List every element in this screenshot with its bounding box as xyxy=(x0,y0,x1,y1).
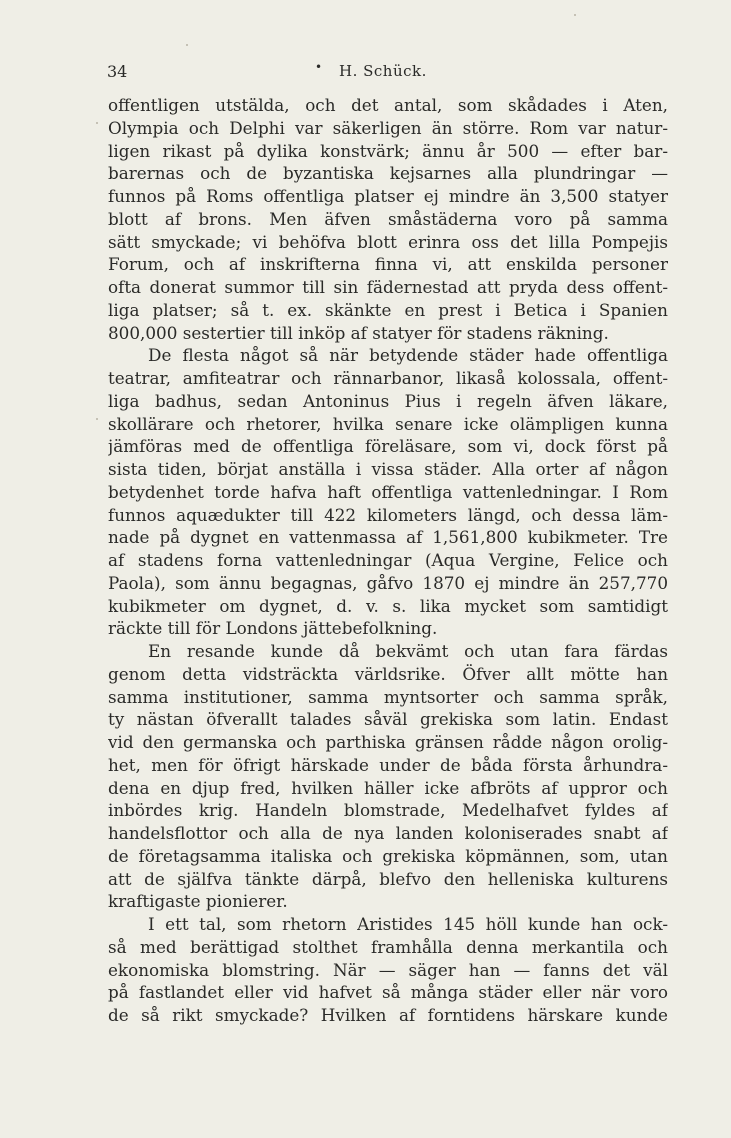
text-line: ty nästan öfverallt talades såväl grekiska som latin. Endast xyxy=(108,709,668,730)
body-text xyxy=(108,94,668,1027)
text-line: vid den germanska och parthiska gränsen rådde någon orolig- xyxy=(108,732,668,752)
text-line: De flesta något så när betydende städer hade offentliga xyxy=(148,345,668,366)
text-line: Paola), som ännu begagnas, gåfvo 1870 ej mindre än 257,770 xyxy=(108,572,668,593)
text-line: het, men för öfrigt härskade under de båda första århundra- xyxy=(108,754,668,775)
text-line: nade på dygnet en vattenmassa af 1,561,800 kubikmeter. Tre xyxy=(108,527,668,548)
text-line: Olympia och Delphi var säkerligen än större. Rom var natur- xyxy=(108,117,668,138)
text-line: genom detta vidsträckta världsrike. Öfver allt mötte han xyxy=(108,663,668,684)
text-line: betydenhet torde hafva haft offentliga vattenledningar. I Rom xyxy=(108,481,668,502)
text-line: blott af brons. Men äfven småstäderna voro på samma xyxy=(108,208,668,229)
page-header xyxy=(107,62,667,86)
text-line: Forum, och af inskrifterna finna vi, att enskilda personer xyxy=(108,254,668,275)
text-line: dena en djup fred, hvilken häller icke afbröts af uppror och xyxy=(108,777,668,798)
paper-speck xyxy=(574,14,576,16)
text-line: barernas och de byzantiska kejsarnes alla plundringar — xyxy=(108,163,668,184)
page-number: 34 xyxy=(107,62,128,81)
text-line: liga platser; så t. ex. skänkte en prest i Betica i Spanien xyxy=(108,299,668,320)
text-line: samma institutioner, samma myntsorter och samma språk, xyxy=(108,686,668,707)
text-line: offentligen utstälda, och det antal, som skådades i Aten, xyxy=(108,95,668,115)
text-line: ekonomiska blomstring. När — säger han — fanns det väl xyxy=(108,959,668,980)
text-line: inbördes krig. Handeln blomstrade, Medelhafvet fyldes af xyxy=(108,800,668,821)
text-line: kraftigaste pionierer. xyxy=(108,891,288,912)
text-line: ligen rikast på dylika konstvärk; ännu år 500 — efter bar- xyxy=(108,140,668,161)
header-separator: • xyxy=(315,60,323,74)
text-line: teatrar, amfiteatrar och rännarbanor, likaså kolossala, offent- xyxy=(108,368,668,388)
paper-speck xyxy=(96,418,98,420)
text-line: funnos på Roms offentliga platser ej mindre än 3,500 statyer xyxy=(108,186,668,206)
text-line: kubikmeter om dygnet, d. v. s. lika mycket som samtidigt xyxy=(108,595,668,616)
text-line: att de själfva tänkte därpå, blefvo den helleniska kulturens xyxy=(108,868,668,889)
text-line: skollärare och rhetorer, hvilka senare icke olämpligen kunna xyxy=(108,413,668,434)
paper-speck xyxy=(96,122,98,124)
text-line: så med berättigad stolthet framhålla denna merkantila och xyxy=(108,936,668,957)
text-line: sista tiden, börjat anställa i vissa städer. Alla orter af någon xyxy=(108,459,668,479)
text-line: de företagsamma italiska och grekiska köpmännen, som, utan xyxy=(108,845,668,866)
text-line: funnos aquædukter till 422 kilometers längd, och dessa läm- xyxy=(108,504,668,525)
text-line: liga badhus, sedan Antoninus Pius i regeln äfven läkare, xyxy=(108,390,668,411)
text-line: En resande kunde då bekvämt och utan fara färdas xyxy=(148,641,668,661)
text-line: af stadens forna vattenledningar (Aqua Vergine, Felice och xyxy=(108,550,668,570)
text-line: handelsflottor och alla de nya landen koloniserades snabt af xyxy=(108,823,668,843)
text-line: de så rikt smyckade? Hvilken af forntidens härskare kunde xyxy=(108,1005,668,1025)
paper-speck xyxy=(186,44,188,46)
text-line: sätt smyckade; vi behöfva blott erinra oss det lilla Pompejis xyxy=(108,231,668,252)
text-line: på fastlandet eller vid hafvet så många städer eller när voro xyxy=(108,982,668,1003)
text-line: I ett tal, som rhetorn Aristides 145 höll kunde han ock- xyxy=(148,914,668,934)
running-head-author: H. Schück. xyxy=(339,62,427,80)
text-line: räckte till för Londons jättebefolkning. xyxy=(108,618,438,639)
text-line: ofta donerat summor till sin fädernestad att pryda dess offent- xyxy=(108,277,668,297)
text-line: 800,000 sestertier till inköp af statyer för stadens räkning. xyxy=(108,322,609,343)
text-line: jämföras med de offentliga föreläsare, som vi, dock först på xyxy=(108,436,668,457)
